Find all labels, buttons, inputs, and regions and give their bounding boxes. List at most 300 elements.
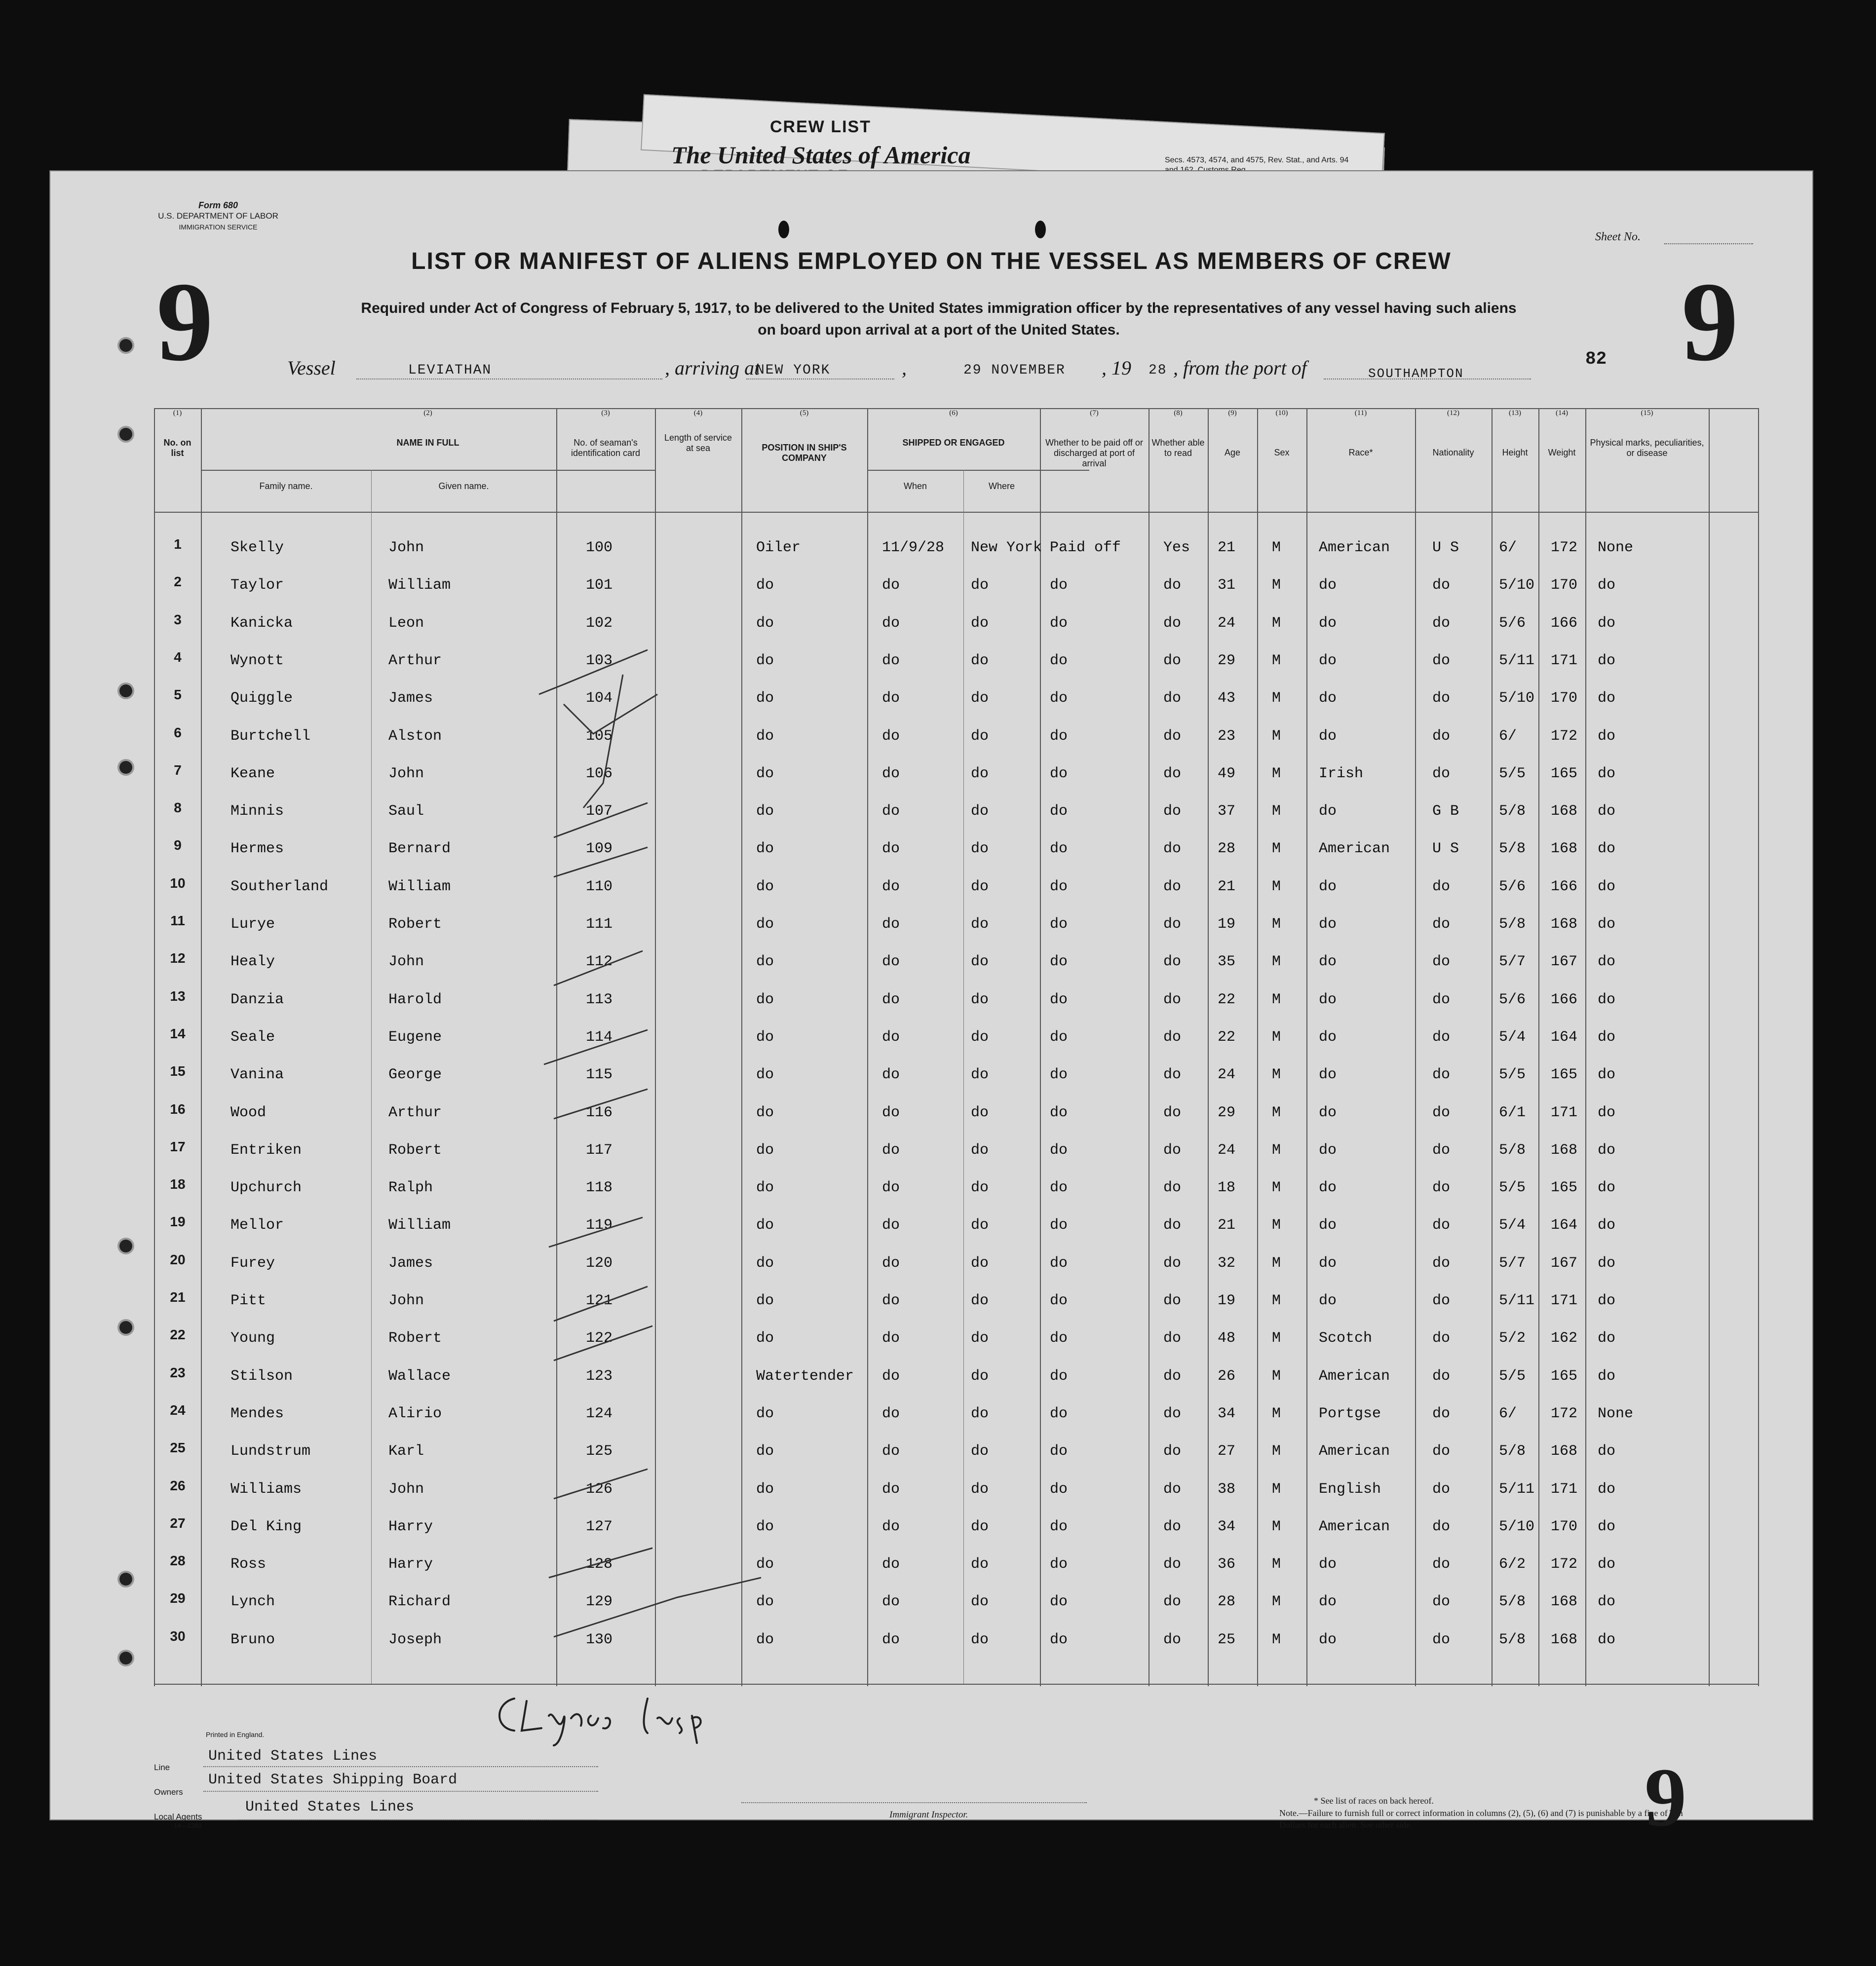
- cell-paid: do: [1050, 1556, 1068, 1573]
- cell-family: Lynch: [230, 1593, 275, 1610]
- cell-nat: do: [1432, 1066, 1451, 1083]
- cell-read: do: [1163, 953, 1182, 970]
- crew-list-label: CREW LIST: [770, 117, 871, 136]
- cell-when: do: [882, 1292, 900, 1309]
- cell-sex: M: [1272, 1330, 1281, 1347]
- cell-paid: do: [1050, 840, 1068, 857]
- cell-where: do: [971, 1368, 989, 1385]
- cell-read: do: [1163, 1029, 1182, 1046]
- cell-read: do: [1163, 1368, 1182, 1385]
- col-divider: [371, 470, 372, 1684]
- col-num-4: (4): [693, 409, 703, 417]
- cell-height: 5/11: [1499, 1481, 1535, 1498]
- cell-read: do: [1163, 652, 1182, 669]
- local-agents-value: United States Lines: [245, 1799, 415, 1815]
- sheet-no-line: [1664, 243, 1753, 244]
- cell-weight: 172: [1551, 728, 1578, 745]
- cell-family: Stilson: [230, 1368, 293, 1385]
- cell-card: 128: [586, 1556, 613, 1573]
- cell-sex: M: [1272, 1142, 1281, 1159]
- cell-family: Ross: [230, 1556, 267, 1573]
- cell-paid: do: [1050, 615, 1068, 632]
- printed-in-england: Printed in England.: [206, 1731, 265, 1739]
- cell-nat: do: [1432, 690, 1451, 707]
- cell-position: do: [756, 991, 774, 1008]
- cell-paid: do: [1050, 1029, 1068, 1046]
- cell-card: 102: [586, 615, 613, 632]
- cell-weight: 166: [1551, 878, 1578, 895]
- binder-hole: [119, 1321, 132, 1334]
- cell-sex: M: [1272, 1443, 1281, 1460]
- cell-family: Lurye: [230, 916, 275, 933]
- row-number: 21: [170, 1289, 186, 1305]
- col-num-8: (8): [1174, 409, 1183, 417]
- cell-marks: do: [1598, 1142, 1616, 1159]
- cell-card: 107: [586, 803, 613, 820]
- cell-when: do: [882, 652, 900, 669]
- col-num-7: (7): [1090, 409, 1099, 417]
- cell-given: John: [388, 1292, 424, 1309]
- cell-age: 37: [1218, 803, 1236, 820]
- cell-given: Ralph: [388, 1179, 433, 1196]
- cell-nat: do: [1432, 1368, 1451, 1385]
- cell-weight: 172: [1551, 1405, 1578, 1422]
- cell-marks: do: [1598, 1368, 1616, 1385]
- row-number: 13: [170, 988, 186, 1004]
- col-divider: [1208, 408, 1209, 1686]
- cell-height: 5/8: [1499, 803, 1526, 820]
- cell-sex: M: [1272, 1217, 1281, 1234]
- cell-age: 29: [1218, 652, 1236, 669]
- cell-read: do: [1163, 765, 1182, 782]
- cell-height: 6/: [1499, 539, 1517, 556]
- cell-sex: M: [1272, 803, 1281, 820]
- cell-where: New York: [971, 539, 1042, 556]
- cell-sex: M: [1272, 577, 1281, 594]
- cell-height: 5/7: [1499, 1255, 1526, 1272]
- cell-sex: M: [1272, 1368, 1281, 1385]
- cell-age: 38: [1218, 1481, 1236, 1498]
- cell-marks: do: [1598, 1593, 1616, 1610]
- cell-nat: do: [1432, 1029, 1451, 1046]
- arrival-year: 28: [1149, 363, 1167, 378]
- header-bottom-border: [154, 512, 1758, 513]
- cell-height: 5/4: [1499, 1029, 1526, 1046]
- big-number-right: 9: [1682, 259, 1738, 384]
- cell-age: 21: [1218, 539, 1236, 556]
- cell-height: 5/8: [1499, 916, 1526, 933]
- col-divider: [1538, 408, 1539, 1686]
- name-subheader-line: [201, 470, 655, 471]
- col-divider: [1492, 408, 1493, 1686]
- row-number: 3: [174, 612, 182, 627]
- arrival-port: NEW YORK: [756, 363, 831, 378]
- cell-position: do: [756, 953, 774, 970]
- cell-given: Alirio: [388, 1405, 442, 1422]
- row-number: 12: [170, 950, 186, 966]
- cell-race: do: [1319, 991, 1337, 1008]
- cell-marks: do: [1598, 1330, 1616, 1347]
- header-able-to-read: Whether able to read: [1151, 438, 1205, 458]
- cell-height: 5/6: [1499, 878, 1526, 895]
- cell-read: Yes: [1163, 539, 1190, 556]
- cell-nat: do: [1432, 652, 1451, 669]
- cell-read: do: [1163, 1217, 1182, 1234]
- cell-sex: M: [1272, 1518, 1281, 1535]
- cell-when: do: [882, 916, 900, 933]
- cell-card: 126: [586, 1481, 613, 1498]
- cell-paid: do: [1050, 728, 1068, 745]
- cell-given: Joseph: [388, 1631, 442, 1648]
- cell-age: 43: [1218, 690, 1236, 707]
- cell-marks: do: [1598, 803, 1616, 820]
- row-number: 22: [170, 1327, 186, 1342]
- binder-hole: [119, 761, 132, 774]
- cell-when: do: [882, 878, 900, 895]
- binder-hole: [119, 684, 132, 697]
- cell-given: James: [388, 690, 433, 707]
- col-num-14: (14): [1556, 409, 1568, 417]
- cell-height: 5/6: [1499, 991, 1526, 1008]
- cell-family: Kanicka: [230, 615, 293, 632]
- col-num-6: (6): [949, 409, 958, 417]
- cell-family: Bruno: [230, 1631, 275, 1648]
- cell-weight: 171: [1551, 652, 1578, 669]
- cell-race: Portgse: [1319, 1405, 1381, 1422]
- cell-paid: Paid off: [1050, 539, 1121, 556]
- cell-when: do: [882, 1217, 900, 1234]
- cell-race: do: [1319, 1029, 1337, 1046]
- cell-read: do: [1163, 690, 1182, 707]
- cell-age: 29: [1218, 1104, 1236, 1121]
- cell-age: 34: [1218, 1405, 1236, 1422]
- cell-marks: do: [1598, 1255, 1616, 1272]
- cell-position: do: [756, 803, 774, 820]
- row-number: 5: [174, 687, 182, 702]
- cell-given: John: [388, 765, 424, 782]
- cell-where: do: [971, 1518, 989, 1535]
- cell-where: do: [971, 652, 989, 669]
- cell-where: do: [971, 803, 989, 820]
- cell-height: 5/5: [1499, 1179, 1526, 1196]
- cell-card: 127: [586, 1518, 613, 1535]
- cell-where: do: [971, 1066, 989, 1083]
- manifest-title: LIST OR MANIFEST OF ALIENS EMPLOYED ON THE VESSEL AS MEMBERS OF CREW: [411, 248, 1452, 274]
- cell-race: do: [1319, 878, 1337, 895]
- cell-age: 22: [1218, 991, 1236, 1008]
- cell-sex: M: [1272, 1255, 1281, 1272]
- cell-where: do: [971, 1217, 989, 1234]
- col-divider: [201, 408, 202, 1686]
- cell-age: 19: [1218, 916, 1236, 933]
- row-number: 4: [174, 649, 182, 665]
- cell-where: do: [971, 1142, 989, 1159]
- cell-given: John: [388, 953, 424, 970]
- cell-when: do: [882, 1405, 900, 1422]
- cell-card: 125: [586, 1443, 613, 1460]
- cell-read: do: [1163, 728, 1182, 745]
- binder-hole: [119, 1573, 132, 1586]
- cell-marks: do: [1598, 690, 1616, 707]
- cell-weight: 168: [1551, 916, 1578, 933]
- cell-nat: do: [1432, 1292, 1451, 1309]
- cell-nat: U S: [1432, 840, 1459, 857]
- cell-age: 32: [1218, 1255, 1236, 1272]
- row-number: 19: [170, 1214, 186, 1229]
- cell-sex: M: [1272, 1104, 1281, 1121]
- cell-height: 6/: [1499, 728, 1517, 745]
- cell-family: Vanina: [230, 1066, 284, 1083]
- cell-where: do: [971, 1255, 989, 1272]
- cell-sex: M: [1272, 991, 1281, 1008]
- cell-when: do: [882, 1179, 900, 1196]
- cell-position: do: [756, 1593, 774, 1610]
- form-service: IMMIGRATION SERVICE: [179, 223, 258, 231]
- cell-where: do: [971, 1029, 989, 1046]
- cell-race: do: [1319, 577, 1337, 594]
- cell-height: 5/5: [1499, 1066, 1526, 1083]
- row-number: 28: [170, 1553, 186, 1568]
- cell-paid: do: [1050, 577, 1068, 594]
- cell-when: do: [882, 577, 900, 594]
- header-length-service: Length of service at sea: [664, 433, 732, 453]
- cell-when: do: [882, 840, 900, 857]
- cell-given: Robert: [388, 1142, 442, 1159]
- cell-where: do: [971, 1556, 989, 1573]
- cell-height: 5/10: [1499, 1518, 1535, 1535]
- cell-card: 118: [586, 1179, 613, 1196]
- cell-when: do: [882, 1593, 900, 1610]
- cell-weight: 165: [1551, 1179, 1578, 1196]
- cell-paid: do: [1050, 1443, 1068, 1460]
- cell-position: do: [756, 1104, 774, 1121]
- form-header: [134, 200, 302, 232]
- cell-read: do: [1163, 803, 1182, 820]
- cell-age: 24: [1218, 615, 1236, 632]
- cell-height: 5/7: [1499, 953, 1526, 970]
- cell-marks: do: [1598, 1066, 1616, 1083]
- cell-nat: do: [1432, 1443, 1451, 1460]
- header-shipped-engaged: SHIPPED OR ENGAGED: [902, 438, 1005, 448]
- cell-sex: M: [1272, 1593, 1281, 1610]
- cell-where: do: [971, 1443, 989, 1460]
- cell-when: do: [882, 1142, 900, 1159]
- port-line: [746, 378, 894, 379]
- cell-where: do: [971, 1292, 989, 1309]
- cell-height: 5/8: [1499, 1142, 1526, 1159]
- header-id-card: No. of seaman's identification card: [571, 438, 641, 458]
- cell-race: American: [1319, 539, 1390, 556]
- cell-nat: do: [1432, 991, 1451, 1008]
- cell-height: 5/8: [1499, 1443, 1526, 1460]
- col-num-9: (9): [1228, 409, 1237, 417]
- cell-given: George: [388, 1066, 442, 1083]
- cell-nat: do: [1432, 615, 1451, 632]
- cell-given: Karl: [388, 1443, 424, 1460]
- cell-nat: do: [1432, 1518, 1451, 1535]
- row-number: 10: [170, 875, 186, 891]
- cell-weight: 165: [1551, 1368, 1578, 1385]
- local-agents-code: 14—1260: [174, 1822, 202, 1829]
- row-number: 8: [174, 800, 182, 815]
- header-nationality: Nationality: [1432, 448, 1474, 457]
- line-label: Line: [154, 1763, 170, 1772]
- cell-where: do: [971, 1481, 989, 1498]
- cell-nat: do: [1432, 1179, 1451, 1196]
- cell-age: 23: [1218, 728, 1236, 745]
- cell-where: do: [971, 840, 989, 857]
- cell-age: 21: [1218, 1217, 1236, 1234]
- cell-marks: do: [1598, 765, 1616, 782]
- cell-weight: 170: [1551, 690, 1578, 707]
- sheet-number: 82: [1585, 349, 1607, 369]
- cell-paid: do: [1050, 1368, 1068, 1385]
- cell-where: do: [971, 1405, 989, 1422]
- agents-dotline: [238, 1819, 598, 1820]
- cell-position: Watertender: [756, 1368, 854, 1385]
- cell-paid: do: [1050, 1255, 1068, 1272]
- cell-sex: M: [1272, 1292, 1281, 1309]
- owners-label: Owners: [154, 1787, 183, 1797]
- cell-position: do: [756, 1292, 774, 1309]
- cell-read: do: [1163, 1104, 1182, 1121]
- cell-read: do: [1163, 1179, 1182, 1196]
- cell-age: 28: [1218, 1593, 1236, 1610]
- cell-marks: do: [1598, 916, 1616, 933]
- row-number: 27: [170, 1515, 186, 1531]
- cell-marks: None: [1598, 539, 1634, 556]
- cell-when: do: [882, 615, 900, 632]
- cell-paid: do: [1050, 1593, 1068, 1610]
- cell-marks: do: [1598, 1481, 1616, 1498]
- header-sex: Sex: [1274, 448, 1290, 457]
- cell-position: do: [756, 878, 774, 895]
- manifest-subtitle: [297, 298, 1580, 341]
- cell-position: do: [756, 1066, 774, 1083]
- cell-read: do: [1163, 1255, 1182, 1272]
- cell-race: do: [1319, 953, 1337, 970]
- cell-where: do: [971, 577, 989, 594]
- cell-paid: do: [1050, 1518, 1068, 1535]
- cell-height: 5/11: [1499, 652, 1535, 669]
- cell-where: do: [971, 1179, 989, 1196]
- cell-family: Southerland: [230, 878, 329, 895]
- cell-given: Richard: [388, 1593, 451, 1610]
- cell-nat: do: [1432, 1593, 1451, 1610]
- owners-value: United States Shipping Board: [208, 1772, 458, 1788]
- cell-sex: M: [1272, 916, 1281, 933]
- cell-family: Upchurch: [230, 1179, 302, 1196]
- row-number: 17: [170, 1139, 186, 1154]
- penalty-note: Note.—Failure to furnish full or correct information in columns (2), (5), (6) and (7) is punishable by a fine of Ten Dollars for each alien. See other side.: [1279, 1808, 1683, 1830]
- cell-nat: do: [1432, 1255, 1451, 1272]
- cell-race: do: [1319, 1142, 1337, 1159]
- cell-card: 122: [586, 1330, 613, 1347]
- cell-height: 5/5: [1499, 1368, 1526, 1385]
- header-no-on-list: No. on list: [163, 438, 191, 458]
- cell-given: Robert: [388, 916, 442, 933]
- cell-paid: do: [1050, 878, 1068, 895]
- cell-age: 26: [1218, 1368, 1236, 1385]
- inspector-signature: [485, 1689, 741, 1748]
- cell-when: do: [882, 1518, 900, 1535]
- cell-marks: do: [1598, 1443, 1616, 1460]
- cell-weight: 168: [1551, 1443, 1578, 1460]
- row-number: 26: [170, 1478, 186, 1493]
- vessel-label: Vessel: [287, 357, 336, 379]
- sheet-no-label: Sheet No.: [1595, 230, 1641, 243]
- cell-paid: do: [1050, 1631, 1068, 1648]
- cell-race: do: [1319, 803, 1337, 820]
- col-divider: [1040, 408, 1041, 1686]
- cell-height: 6/: [1499, 1405, 1517, 1422]
- cell-marks: do: [1598, 1217, 1616, 1234]
- back-statute-note: Secs. 4573, 4574, and 4575, Rev. Stat., and Arts. 94: [1165, 156, 1349, 164]
- cell-height: 5/10: [1499, 577, 1535, 594]
- cell-given: Arthur: [388, 652, 442, 669]
- col-divider: [1709, 408, 1710, 1686]
- cell-race: do: [1319, 1179, 1337, 1196]
- cell-when: do: [882, 1330, 900, 1347]
- cell-family: Danzia: [230, 991, 284, 1008]
- header-position: POSITION IN SHIP'S COMPANY: [762, 443, 847, 463]
- cell-age: 34: [1218, 1518, 1236, 1535]
- cell-family: Williams: [230, 1481, 302, 1498]
- cell-card: 111: [586, 916, 613, 933]
- cell-read: do: [1163, 1292, 1182, 1309]
- cell-height: 5/4: [1499, 1217, 1526, 1234]
- col-num-15: (15): [1641, 409, 1653, 417]
- cell-family: Minnis: [230, 803, 284, 820]
- cell-family: Quiggle: [230, 690, 293, 707]
- cell-card: 106: [586, 765, 613, 782]
- cell-when: do: [882, 803, 900, 820]
- cell-paid: do: [1050, 1481, 1068, 1498]
- cell-weight: 171: [1551, 1104, 1578, 1121]
- cell-paid: do: [1050, 1405, 1068, 1422]
- cell-card: 123: [586, 1368, 613, 1385]
- cell-position: do: [756, 840, 774, 857]
- cell-race: do: [1319, 1292, 1337, 1309]
- cell-read: do: [1163, 1443, 1182, 1460]
- col-divider: [1585, 408, 1586, 1686]
- back-country-title: The United States of America: [671, 141, 971, 169]
- cell-nat: do: [1432, 728, 1451, 745]
- cell-age: 31: [1218, 577, 1236, 594]
- big-number-left: 9: [156, 259, 213, 384]
- row-number: 6: [174, 725, 182, 740]
- cell-paid: do: [1050, 1066, 1068, 1083]
- cell-given: Harry: [388, 1518, 433, 1535]
- cell-read: do: [1163, 1556, 1182, 1573]
- cell-where: do: [971, 1631, 989, 1648]
- col-num-3: (3): [601, 409, 610, 417]
- cell-card: 124: [586, 1405, 613, 1422]
- cell-weight: 168: [1551, 803, 1578, 820]
- cell-marks: do: [1598, 953, 1616, 970]
- cell-family: Wood: [230, 1104, 267, 1121]
- subtitle-line-2: on board upon arrival at a port of the United States.: [758, 322, 1120, 338]
- cell-family: Wynott: [230, 652, 284, 669]
- cell-card: 105: [586, 728, 613, 745]
- cell-race: do: [1319, 1217, 1337, 1234]
- cell-race: do: [1319, 916, 1337, 933]
- col-divider: [154, 408, 155, 1686]
- year-label: , 19: [1102, 357, 1131, 379]
- cell-card: 113: [586, 991, 613, 1008]
- cell-weight: 168: [1551, 1142, 1578, 1159]
- cell-given: William: [388, 577, 451, 594]
